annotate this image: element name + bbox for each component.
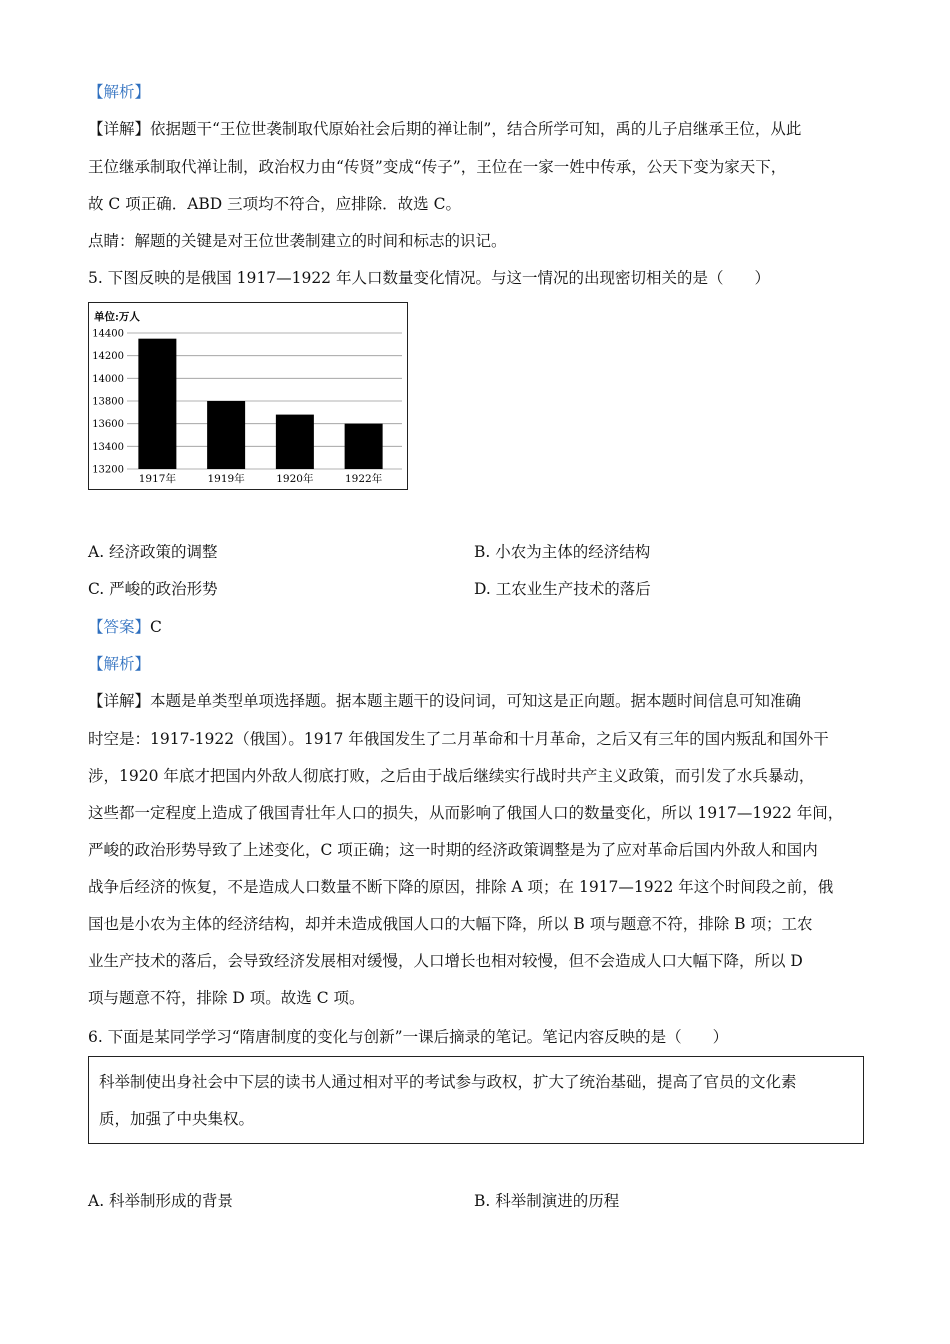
q5-answer-value: C: [150, 618, 162, 636]
q5-option-c[interactable]: C. 严峻的政治形势: [88, 580, 218, 598]
q5-option-a[interactable]: A. 经济政策的调整: [88, 543, 218, 561]
q5-detail-line: 涉，1920 年底才把国内外敌人彻底打败，之后由于战后继续实行战时共产主义政策，而引发了水兵暴动，: [88, 767, 815, 785]
y-tick-label: 13400: [92, 441, 124, 453]
y-tick-label: 13200: [92, 464, 124, 476]
q6-stem: 6. 下面是某同学学习“隋唐制度的变化与创新”一课后摘录的笔记。笔记内容反映的是（ ）: [88, 1028, 729, 1046]
q5-analysis-tag: 【解析】: [88, 655, 151, 673]
y-tick-label: 13800: [92, 396, 124, 408]
x-tick-label: 1920年: [276, 473, 314, 485]
q5-answer-tag: 【答案】: [88, 618, 151, 636]
prev-detail-line: 故 C 项正确．ABD 三项均不符合，应排除．故选 C。: [88, 195, 461, 213]
chart-unit-label: 单位:万人: [94, 311, 140, 323]
q5-detail-line: 严峻的政治形势导致了上述变化，C 项正确；这一时期的经济政策调整是为了应对革命后国内外敌人和国内: [88, 841, 818, 859]
bar-1922年: [345, 424, 383, 469]
x-tick-label: 1917年: [138, 473, 176, 485]
y-tick-label: 14200: [92, 351, 124, 363]
q6-option-a[interactable]: A. 科举制形成的背景: [88, 1192, 234, 1210]
q6-option-b[interactable]: B. 科举制演进的历程: [474, 1192, 620, 1210]
q5-detail-line: 时空是：1917-1922（俄国）。1917 年俄国发生了二月革命和十月革命，之后又有三年的国内叛乱和国外干: [88, 730, 829, 748]
q5-detail-line: 这些都一定程度上造成了俄国青壮年人口的损失，从而影响了俄国人口的数量变化，所以 1917—1922 年间，: [88, 804, 844, 822]
q6-note-line: 质，加强了中央集权。: [99, 1110, 255, 1128]
q5-detail-line: 【详解】本题是单类型单项选择题。据本题主题干的设问词，可知这是正向题。据本题时间信息可知准确: [88, 692, 802, 710]
q5-detail-line: 项与题意不符，排除 D 项。故选 C 项。: [88, 989, 365, 1007]
prev-detail-line: 王位继承制取代禅让制，政治权力由“传贤”变成“传子”，王位在一家一姓中传承，公天下变为家天下，: [88, 158, 787, 176]
prev-analysis-tag: 【解析】: [88, 83, 151, 101]
y-tick-label: 14000: [92, 373, 124, 385]
prev-detail-line: 【详解】依据题干“王位世袭制取代原始社会后期的禅让制”，结合所学可知，禹的儿子启继承王位，从此: [88, 120, 802, 138]
bar-1917年: [138, 339, 176, 469]
q5-detail-line: 国也是小农为主体的经济结构，却并未造成俄国人口的大幅下降，所以 B 项与题意不符，排除 B 项；工农: [88, 915, 813, 933]
chart-svg: [89, 303, 406, 488]
y-tick-label: 13600: [92, 419, 124, 431]
q5-detail-line: 战争后经济的恢复，不是造成人口数量不断下降的原因，排除 A 项；在 1917—1922 年这个时间段之前，俄: [88, 878, 834, 896]
x-tick-label: 1922年: [345, 473, 383, 485]
y-tick-label: 14400: [92, 328, 124, 340]
prev-tip: 点睛：解题的关键是对王位世袭制建立的时间和标志的识记。: [88, 232, 507, 250]
bar-1919年: [207, 401, 245, 469]
x-tick-label: 1919年: [207, 473, 245, 485]
q5-option-d[interactable]: D. 工农业生产技术的落后: [474, 580, 651, 598]
q5-option-b[interactable]: B. 小农为主体的经济结构: [474, 543, 651, 561]
q5-answer-line: [88, 617, 162, 637]
q6-note-line: 科举制使出身社会中下层的读书人通过相对平的考试参与政权，扩大了统治基础，提高了官员的文化素: [99, 1073, 797, 1091]
q5-detail-line: 业生产技术的落后，会导致经济发展相对缓慢，人口增长也相对较慢，但不会造成人口大幅下降，所以 D: [88, 952, 803, 970]
population-bar-chart: [88, 302, 408, 490]
q6-note-box: [88, 1056, 864, 1144]
bar-1920年: [276, 415, 314, 469]
q5-stem: 5. 下图反映的是俄国 1917—1922 年人口数量变化情况。与这一情况的出现密切相关的是（ ）: [88, 269, 770, 287]
